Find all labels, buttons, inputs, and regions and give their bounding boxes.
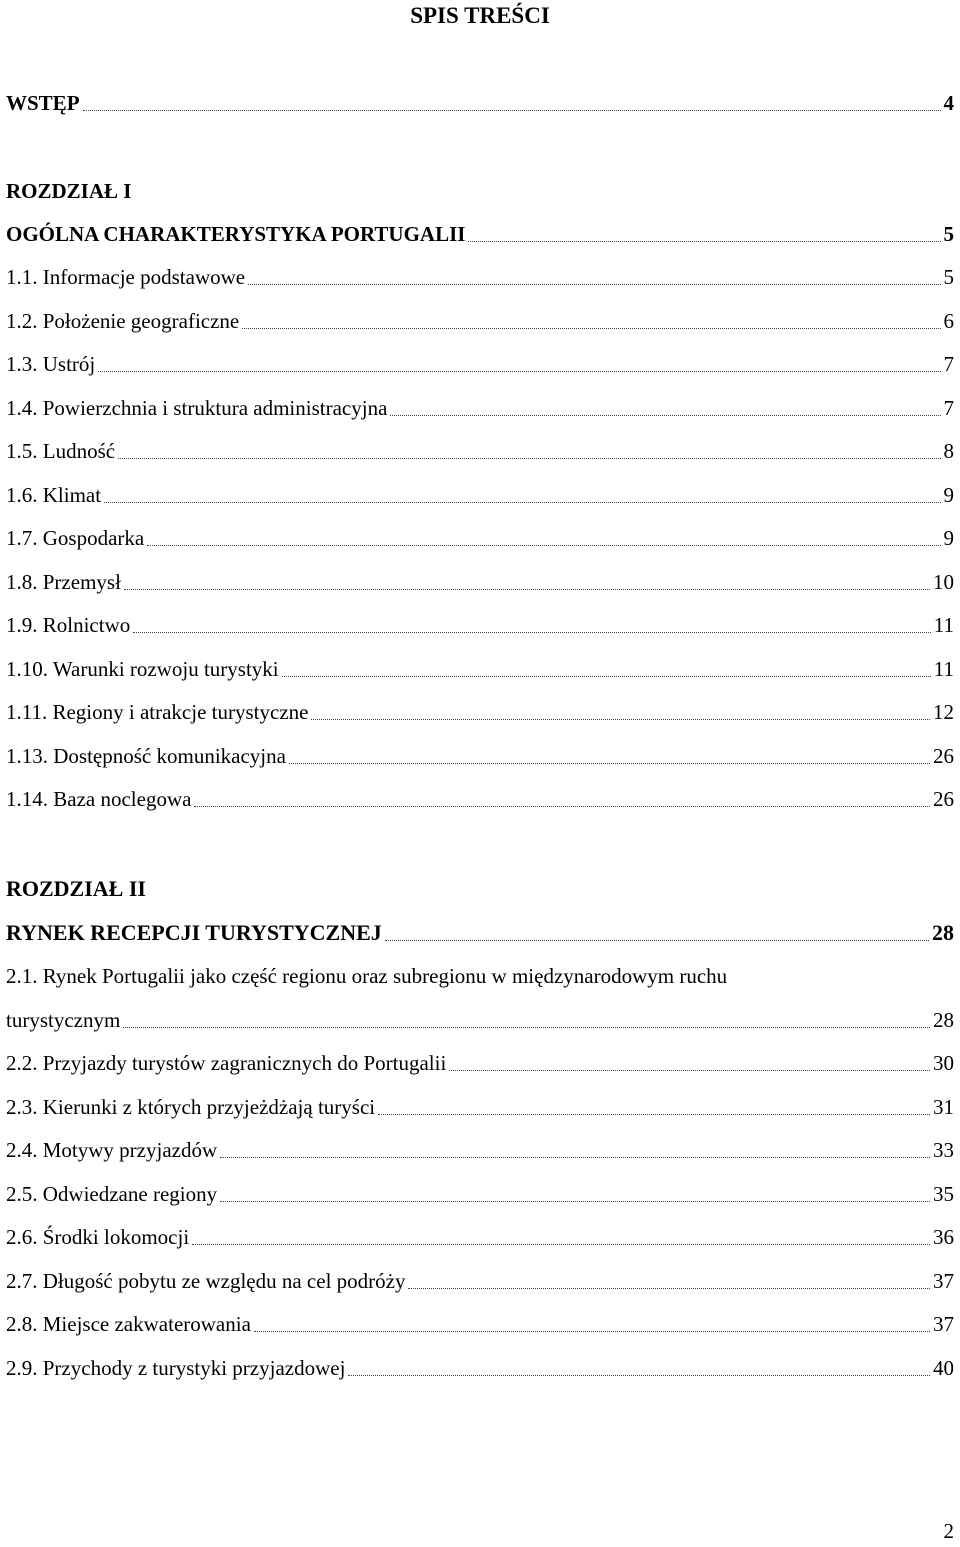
toc-entry-label: 1.7. Gospodarka — [6, 526, 145, 550]
toc-entry-label: 1.9. Rolnictwo — [6, 613, 131, 637]
toc-page-number: 11 — [933, 613, 954, 637]
dot-leader — [254, 1331, 930, 1332]
dot-leader — [118, 458, 940, 459]
toc-entry[interactable] — [6, 1181, 954, 1207]
dot-leader — [104, 502, 940, 503]
toc-entry-label: 2.7. Długość pobytu ze względu na cel podróży — [6, 1268, 406, 1293]
toc-entry[interactable] — [6, 1094, 954, 1120]
toc-entry[interactable] — [6, 569, 954, 595]
toc-page-number: 37 — [933, 1312, 954, 1336]
dot-leader — [220, 1157, 930, 1158]
toc-entry-label: 2.5. Odwiedzane regiony — [6, 1181, 218, 1206]
dot-leader — [192, 1244, 930, 1245]
toc-entry[interactable] — [6, 743, 954, 769]
toc-entry-label: 1.8. Przemysł — [6, 569, 121, 594]
toc-page-number: 35 — [933, 1181, 954, 1206]
toc-page-number: 10 — [933, 569, 954, 594]
toc-entry-label: 1.14. Baza noclegowa — [6, 787, 192, 811]
toc-entry[interactable] — [6, 395, 954, 421]
toc-entry[interactable] — [6, 1311, 954, 1337]
toc-page-number: 36 — [933, 1225, 954, 1249]
page-title: SPIS TREŚCI — [410, 3, 550, 28]
dot-leader — [248, 284, 940, 285]
toc-entry-label: RYNEK RECEPCJI TURYSTYCZNEJ — [6, 920, 382, 945]
toc-page-number: 6 — [943, 308, 954, 333]
toc-page-number: 33 — [933, 1138, 954, 1162]
toc-entry-label: 2.3. Kierunki z których przyjeżdżają turyści — [6, 1094, 376, 1119]
dot-leader — [133, 632, 931, 633]
toc-page-number: 37 — [933, 1268, 954, 1293]
dot-leader — [98, 371, 940, 372]
toc-entry[interactable] — [6, 308, 954, 334]
toc-page-number: 28 — [932, 920, 954, 945]
dot-leader — [242, 328, 940, 329]
toc-entry-label: 2.9. Przychody z turystyki przyjazdowej — [6, 1355, 346, 1380]
dot-leader — [385, 940, 929, 941]
toc-page-number: 5 — [943, 265, 954, 289]
toc-entry-label: 2.4. Motywy przyjazdów — [6, 1138, 218, 1162]
toc-entry[interactable] — [6, 1268, 954, 1294]
toc-entry[interactable] — [6, 1355, 954, 1381]
toc-entry[interactable] — [6, 1224, 954, 1250]
toc-page-number: 11 — [933, 656, 954, 681]
dot-leader — [220, 1201, 930, 1202]
dot-leader — [408, 1288, 930, 1289]
toc-page-number: 30 — [933, 1051, 954, 1075]
dot-leader — [147, 545, 940, 546]
toc-entry-2-1-line1[interactable]: 2.1. Rynek Portugalii jako część regionu oraz subregionu w międzynarodowym ruchu — [6, 964, 728, 988]
dot-leader — [449, 1070, 930, 1071]
toc-entry[interactable] — [6, 351, 954, 377]
dot-leader — [468, 241, 940, 242]
toc-entry[interactable] — [6, 786, 954, 812]
chapter2-heading: ROZDZIAŁ II — [6, 876, 146, 901]
chapter1-heading: ROZDZIAŁ I — [6, 179, 132, 203]
toc-page-number: 40 — [933, 1355, 954, 1380]
toc-entry-label: OGÓLNA CHARAKTERYSTYKA PORTUGALII — [6, 222, 466, 246]
toc-page-number: 26 — [933, 743, 954, 768]
dot-leader — [289, 763, 930, 764]
dot-leader — [348, 1375, 930, 1376]
dot-leader — [123, 1027, 930, 1028]
toc-page-number: 5 — [943, 222, 954, 246]
toc-page-number: 7 — [943, 352, 954, 376]
toc-entry-label: 1.13. Dostępność komunikacyjna — [6, 743, 286, 768]
dot-leader — [83, 110, 941, 111]
dot-leader — [378, 1114, 930, 1115]
dot-leader — [390, 415, 940, 416]
toc-entry[interactable] — [6, 438, 954, 464]
toc-entry[interactable] — [6, 264, 954, 290]
toc-page-number: 9 — [943, 526, 954, 550]
toc-entry[interactable] — [6, 1137, 954, 1163]
toc-entry[interactable] — [6, 699, 954, 725]
toc-entry-label: 2.2. Przyjazdy turystów zagranicznych do Portugalii — [6, 1051, 447, 1075]
dot-leader — [194, 806, 930, 807]
toc-intro-entry[interactable] — [6, 90, 954, 116]
toc-entry-label: 1.6. Klimat — [6, 482, 102, 507]
toc-entry[interactable] — [6, 612, 954, 638]
chapter1-title-entry[interactable] — [6, 221, 954, 247]
toc-page-number: 7 — [943, 395, 954, 420]
toc-entry-label: 1.5. Ludność — [6, 439, 116, 463]
toc-entry[interactable] — [6, 1050, 954, 1076]
toc-entry[interactable] — [6, 525, 954, 551]
toc-entry-label: 1.11. Regiony i atrakcje turystyczne — [6, 700, 309, 724]
toc-entry-label: 1.10. Warunki rozwoju turystyki — [6, 656, 279, 681]
toc-entry[interactable] — [6, 656, 954, 682]
chapter2-title-entry[interactable] — [6, 920, 954, 946]
toc-entry-label: 1.3. Ustrój — [6, 352, 96, 376]
toc-entry-label: 2.6. Środki lokomocji — [6, 1225, 190, 1249]
toc-entry-label: 2.8. Miejsce zakwaterowania — [6, 1312, 251, 1336]
toc-entry-2-1-line2[interactable] — [6, 1007, 954, 1033]
toc-page-number: 12 — [933, 700, 954, 724]
dot-leader — [282, 676, 931, 677]
toc-entry-label: WSTĘP — [6, 91, 80, 115]
toc-entry-label: turystycznym — [6, 1008, 121, 1032]
toc-entry[interactable] — [6, 482, 954, 508]
toc-entry-label: 1.1. Informacje podstawowe — [6, 265, 246, 289]
page-number: 2 — [943, 1519, 954, 1543]
dot-leader — [124, 589, 930, 590]
toc-page-number: 28 — [933, 1008, 954, 1032]
toc-page-number: 4 — [943, 91, 954, 115]
toc-entry-label: 1.2. Położenie geograficzne — [6, 308, 240, 333]
toc-page-number: 9 — [943, 482, 954, 507]
toc-page-number: 8 — [943, 439, 954, 463]
toc-entry-label: 1.4. Powierzchnia i struktura administracyjna — [6, 395, 388, 420]
toc-page-number: 26 — [933, 787, 954, 811]
toc-page-number: 31 — [933, 1094, 954, 1119]
dot-leader — [311, 719, 930, 720]
